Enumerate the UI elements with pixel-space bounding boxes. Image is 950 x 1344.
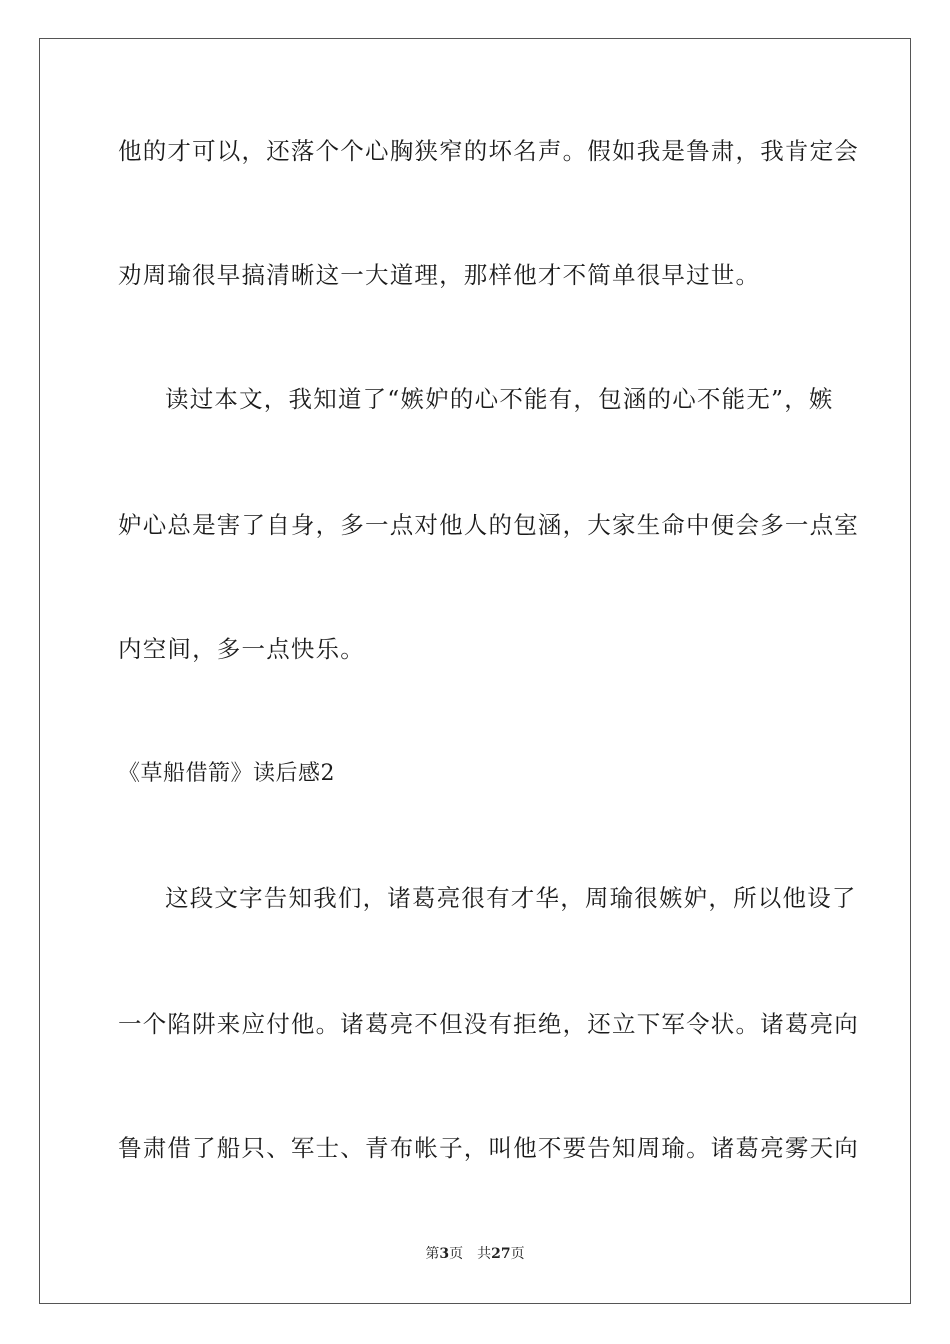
body-line-4: 妒心总是害了自身，多一点对他人的包涵，大家生命中便会多一点室 bbox=[118, 511, 859, 539]
section-heading: 《草船借箭》读后感2 bbox=[118, 761, 335, 786]
body-line-8: 鲁肃借了船只、军士、青布帐子，叫他不要告知周瑜。诸葛亮雾天向 bbox=[118, 1134, 859, 1162]
total-pages-number: 27 bbox=[491, 1246, 511, 1262]
page-border bbox=[39, 38, 911, 1304]
page-footer bbox=[0, 1245, 950, 1263]
body-line-7: 一个陷阱来应付他。诸葛亮不但没有拒绝，还立下军令状。诸葛亮向 bbox=[118, 1010, 859, 1038]
total-suffix: 页 bbox=[510, 1246, 525, 1262]
page-suffix: 页 bbox=[449, 1246, 464, 1262]
body-line-6: 这段文字告知我们，诸葛亮很有才华，周瑜很嫉妒，所以他设了 bbox=[165, 884, 857, 912]
body-line-3: 读过本文，我知道了“嫉妒的心不能有，包涵的心不能无”，嫉 bbox=[165, 385, 834, 413]
body-line-1: 他的才可以，还落个个心胸狭窄的坏名声。假如我是鲁肃，我肯定会 bbox=[118, 137, 859, 165]
page-prefix: 第 bbox=[425, 1246, 440, 1262]
total-prefix: 共 bbox=[477, 1246, 492, 1262]
body-line-5: 内空间，多一点快乐。 bbox=[118, 635, 365, 663]
body-line-2: 劝周瑜很早搞清晰这一大道理，那样他才不简单很早过世。 bbox=[118, 261, 761, 289]
current-page-number: 3 bbox=[439, 1246, 450, 1262]
